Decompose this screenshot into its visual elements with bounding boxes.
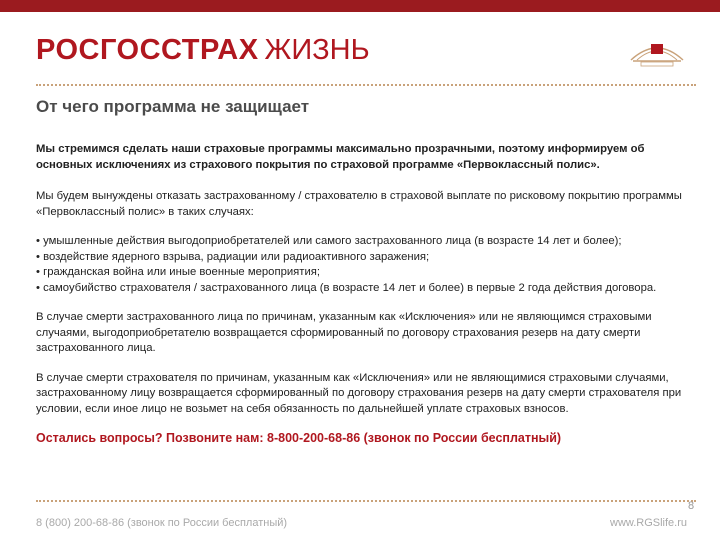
intro-paragraph: Мы стремимся сделать наши страховые программы максимально прозрачными, поэтому информируем об основных исключениях из страхового покрытия по страховой программе «Первоклассный полис». [36, 143, 645, 171]
footer-phone[interactable]: 8 (800) 200-68-86 (звонок по России бесплатный) [36, 517, 288, 529]
logo-brand-text: РОСГОССТРАХ [36, 34, 259, 66]
insured-death-paragraph: В случае смерти застрахованного лица по причинам, указанным как «Исключения» или не являющимся страховыми случаями, выгодоприобретателю возвращается сформированный по договору страхования резерв на дату смерти застрахованного лица. [36, 311, 652, 354]
list-item: • самоубийство страхователя / застрахованного лица (в возрасте 14 лет и более) в первые 2 года действия договора. [36, 281, 657, 294]
content-body [36, 142, 696, 447]
header-divider [36, 84, 696, 86]
footer-divider [36, 500, 696, 502]
contact-cta[interactable]: Остались вопросы? Позвоните нам: 8-800-200-68-86 (звонок по России бесплатный) [36, 431, 562, 445]
page-title: От чего программа не защищает [36, 97, 310, 116]
emblem-icon [627, 34, 687, 68]
company-logo[interactable] [36, 34, 370, 67]
policyholder-death-paragraph: В случае смерти страхователя по причинам, указанным как «Исключения» или не являющимися страховыми случаями, застрахованному лицу возвращается сформированный по договору страхования резерв на дату смерти страхователя при условии, если иное лицо не возьмет на себя обязанность по дальнейшей уплате страховых взносов. [36, 371, 682, 415]
list-item: • воздействие ядерного взрыва, радиации или радиоактивного заражения; [36, 250, 430, 263]
logo-sub-text: ЖИЗНЬ [264, 34, 370, 66]
page-number: 8 [688, 500, 695, 512]
exclusions-list [36, 234, 696, 296]
list-item: • умышленные действия выгодоприобретателей или самого застрахованного лица (в возрасте 14 лет и более); [36, 235, 622, 247]
list-item: • гражданская война или иные военные мероприятия; [36, 266, 321, 278]
footer-website-link[interactable]: www.RGSlife.ru [610, 517, 688, 529]
refusal-paragraph: Мы будем вынуждены отказать застрахованному / страхователю в страховой выплате по рисковому покрытию программы «Первоклассный полис» в таких случаях: [36, 190, 682, 218]
top-accent-bar [0, 0, 720, 12]
